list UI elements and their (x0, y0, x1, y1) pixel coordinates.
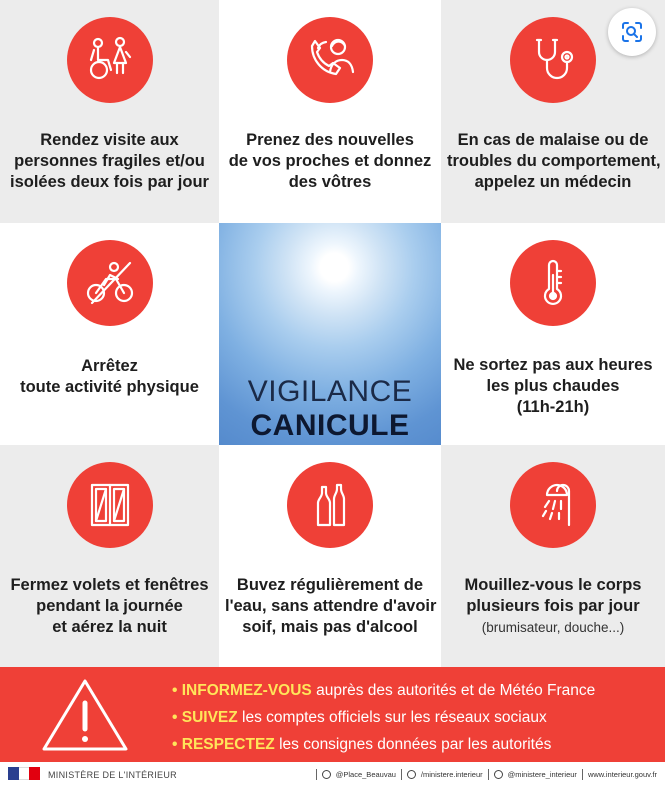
warning-banner (0, 667, 665, 762)
advice-text-visit: Rendez visite aux personnes fragiles et/ou isolées deux fois par jour (10, 131, 209, 191)
advice-text-activity: Arrêtez toute activité physique (20, 357, 199, 396)
thermometer-icon (510, 240, 596, 326)
divider (316, 769, 317, 780)
advice-card-activity (0, 223, 219, 445)
advice-text-hours: Ne sortez pas aux heures les plus chaudes (11h-21h) (453, 356, 653, 416)
shower-icon (510, 462, 596, 548)
center-title-line-1: VIGILANCE (247, 375, 413, 408)
facebook-icon (407, 770, 416, 779)
advice-card-shower (441, 445, 665, 667)
website-link[interactable]: www.interieur.gouv.fr (587, 770, 657, 779)
visual-search-icon (620, 20, 644, 44)
water-bottles-icon (287, 462, 373, 548)
advice-card-visit (0, 0, 219, 223)
center-title-line-2: CANICULE (250, 409, 410, 442)
advice-card-news (219, 0, 441, 223)
advice-text-shower: Mouillez-vous le corps plusieurs fois par jour (brumisateur, douche...) (464, 576, 642, 635)
facebook-link[interactable]: /ministere.interieur (420, 770, 483, 779)
advice-card-shutters (0, 445, 219, 667)
warning-triangle-icon (40, 677, 130, 753)
twitter-link[interactable]: @Place_Beauvau (335, 770, 396, 779)
visual-search-button[interactable] (608, 8, 656, 56)
advice-text-doctor: En cas de malaise ou de troubles du comportement, appelez un médecin (447, 131, 661, 191)
french-flag-logo (8, 767, 40, 780)
banner-line-follow: • SUIVEZ les comptes officiels sur les réseaux sociaux (172, 709, 547, 726)
social-links (316, 769, 657, 780)
divider (401, 769, 402, 780)
banner-line-inform: • INFORMEZ-VOUS auprès des autorités et de Météo France (172, 682, 596, 699)
stethoscope-icon (510, 17, 596, 103)
banner-instructions (172, 677, 595, 758)
divider (488, 769, 489, 780)
advice-card-hours (441, 223, 665, 445)
banner-line-respect: • RESPECTEZ les consignes données par les autorités (172, 736, 552, 753)
ministry-name: MINISTÈRE DE L'INTÉRIEUR (48, 770, 177, 780)
instagram-link[interactable]: @ministere_interieur (507, 770, 577, 779)
advice-text-water: Buvez régulièrement de l'eau, sans attendre d'avoir soif, mais pas d'alcool (225, 576, 437, 636)
vigilance-canicule-image (219, 223, 441, 445)
instagram-icon (494, 770, 503, 779)
no-cycling-icon (67, 240, 153, 326)
twitter-icon (322, 770, 331, 779)
advice-card-water (219, 445, 441, 667)
window-shutters-icon (67, 462, 153, 548)
divider (582, 769, 583, 780)
phone-call-icon (287, 17, 373, 103)
advice-text-shutters: Fermez volets et fenêtres pendant la journée et aérez la nuit (10, 576, 209, 636)
advice-text-news: Prenez des nouvelles de vos proches et donnez des vôtres (228, 131, 432, 191)
people-fragile-icon (67, 17, 153, 103)
footer (0, 762, 665, 788)
